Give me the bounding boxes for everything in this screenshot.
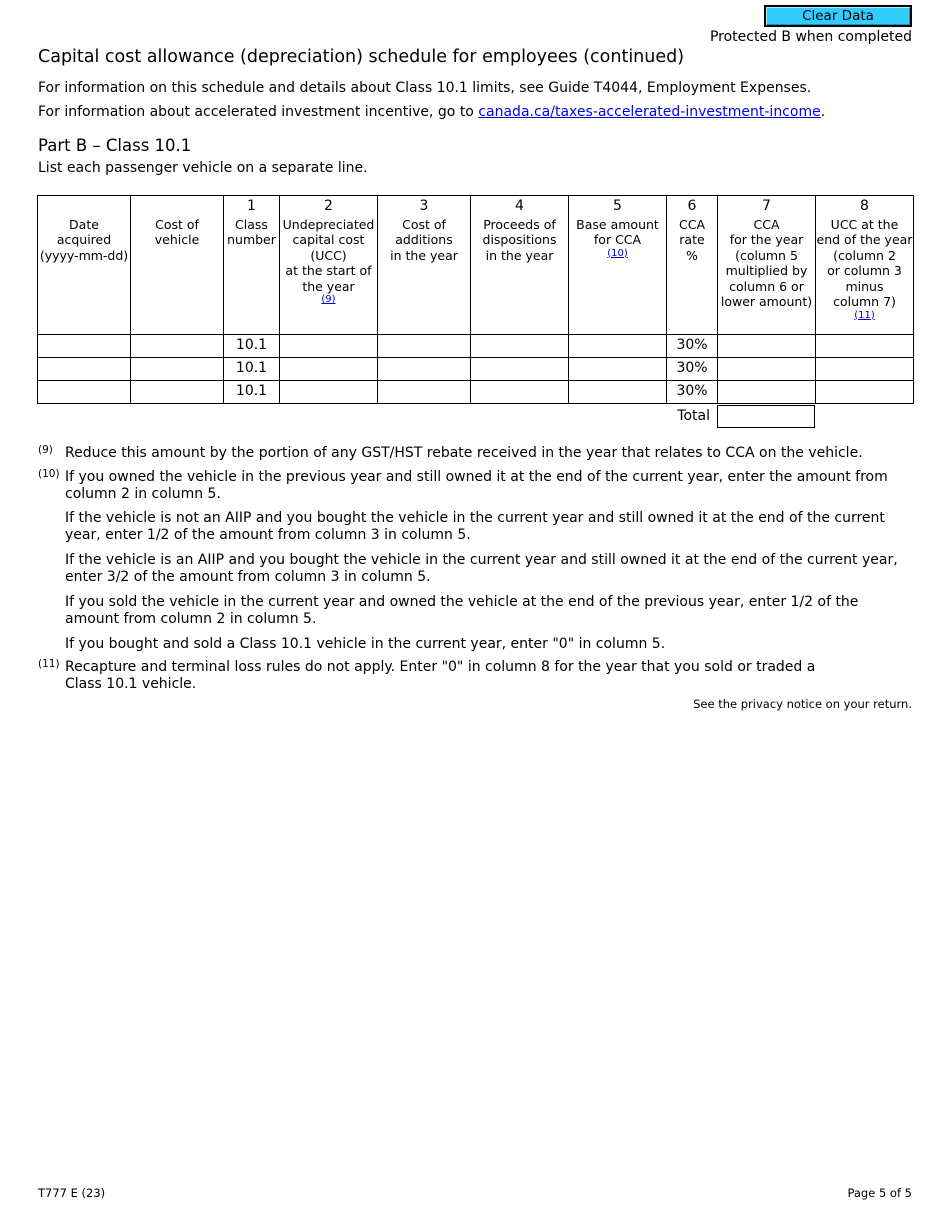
cca-rate: 30% <box>667 358 718 381</box>
class-number: 10.1 <box>224 335 280 358</box>
total-label: Total <box>677 408 710 424</box>
column-header-10 <box>816 196 914 335</box>
info-suffix: . <box>820 104 826 120</box>
column-header-9 <box>718 196 816 335</box>
base-amount-field[interactable] <box>569 358 667 381</box>
column-number: 4 <box>515 198 524 214</box>
note-9-number: (9) <box>38 444 53 456</box>
incentive-link[interactable]: canada.ca/taxes-accelerated-investment-income <box>478 104 821 120</box>
ucc-start-field[interactable] <box>280 358 378 381</box>
proceeds-field[interactable] <box>471 381 569 404</box>
column-number: 1 <box>247 198 256 214</box>
info-line-incentive <box>38 104 825 120</box>
column-label: Class number <box>227 216 276 247</box>
column-label: Undepreciated capital cost (UCC) at the start of the year <box>282 216 375 294</box>
ucc-start-field[interactable] <box>280 381 378 404</box>
table-row <box>38 358 914 381</box>
part-b-instruction: List each passenger vehicle on a separate line. <box>38 160 368 176</box>
column-label: Cost of vehicle <box>154 216 200 247</box>
note-11-number: (11) <box>38 658 60 670</box>
note-10-text-4: If you sold the vehicle in the current year and owned the vehicle at the end of the previous year, enter 1/2 of the amount from column 2 in column 5. <box>65 594 859 627</box>
column-header-4 <box>280 196 378 335</box>
part-b-title: Part B – Class 10.1 <box>38 136 192 155</box>
cca-year-field[interactable] <box>718 335 816 358</box>
cca-year-field[interactable] <box>718 381 816 404</box>
base-amount-field[interactable] <box>569 381 667 404</box>
cost-additions-field[interactable] <box>378 358 471 381</box>
column-header-1 <box>38 196 131 335</box>
column-header-6 <box>471 196 569 335</box>
date-acquired-field[interactable] <box>38 358 131 381</box>
column-label: Base amount for CCA <box>576 216 659 247</box>
table-row <box>38 381 914 404</box>
column-header-3 <box>224 196 280 335</box>
proceeds-field[interactable] <box>471 358 569 381</box>
cost-additions-field[interactable] <box>378 381 471 404</box>
column-number: 8 <box>860 198 869 214</box>
cca-rate: 30% <box>667 381 718 404</box>
base-amount-field[interactable] <box>569 335 667 358</box>
column-header-7 <box>569 196 667 335</box>
cost-of-vehicle-field[interactable] <box>131 358 224 381</box>
ucc-end-field[interactable] <box>816 335 914 358</box>
ucc-start-field[interactable] <box>280 335 378 358</box>
note-9-text: Reduce this amount by the portion of any GST/HST rebate received in the year that relates to CCA on the vehicle. <box>65 445 863 461</box>
note-11-text: Recapture and terminal loss rules do not apply. Enter "0" in column 8 for the year that you sold or traded a Class 10.1 vehicle. <box>65 659 816 692</box>
column-header-2 <box>131 196 224 335</box>
column-label: CCA for the year (column 5 multiplied by column 6 or lower amount) <box>720 216 813 309</box>
class-10-1-table <box>37 195 914 404</box>
column-number: 3 <box>419 198 429 214</box>
table-row <box>38 335 914 358</box>
column-label: UCC at the end of the year (column 2 or column 3 minus column 7) <box>816 216 913 309</box>
table-header-row <box>38 196 914 335</box>
column-number: 6 <box>687 198 697 214</box>
protected-label: Protected B when completed <box>709 29 912 45</box>
cca-year-field[interactable] <box>718 358 816 381</box>
column-number: 2 <box>324 198 333 214</box>
class-number: 10.1 <box>224 381 280 404</box>
ucc-end-field[interactable] <box>816 381 914 404</box>
cost-of-vehicle-field[interactable] <box>131 335 224 358</box>
column-header-8 <box>667 196 718 335</box>
date-acquired-field[interactable] <box>38 335 131 358</box>
form-code: T777 E (23) <box>38 1186 106 1200</box>
note-10-number: (10) <box>38 468 60 480</box>
proceeds-field[interactable] <box>471 335 569 358</box>
column-label: Proceeds of dispositions in the year <box>482 216 557 263</box>
footnote-ref[interactable]: (9) <box>321 294 336 305</box>
clear-data-button[interactable]: Clear Data <box>764 5 912 27</box>
cost-additions-field[interactable] <box>378 335 471 358</box>
info-prefix: For information about accelerated investment incentive, go to <box>38 104 479 120</box>
page-number: Page 5 of 5 <box>847 1186 912 1200</box>
column-header-5 <box>378 196 471 335</box>
note-10-text-2: If the vehicle is not an AIIP and you bought the vehicle in the current year and still owned it at the end of the current year, enter 1/2 of the amount from column 3 in column 5. <box>65 510 885 543</box>
total-cca-field[interactable] <box>717 405 815 428</box>
column-label: Cost of additions in the year <box>390 216 458 263</box>
column-number: 5 <box>613 198 622 214</box>
privacy-notice: See the privacy notice on your return. <box>693 697 912 711</box>
date-acquired-field[interactable] <box>38 381 131 404</box>
note-10-text-5: If you bought and sold a Class 10.1 vehicle in the current year, enter "0" in column 5. <box>65 636 666 652</box>
footnote-ref[interactable]: (10) <box>607 247 628 259</box>
cost-of-vehicle-field[interactable] <box>131 381 224 404</box>
note-10-text-3: If the vehicle is an AIIP and you bought the vehicle in the current year and still owned it at the end of the current year, enter 3/2 of the amount from column 3 in column 5. <box>65 552 898 585</box>
column-label: CCA rate % <box>678 216 705 263</box>
ucc-end-field[interactable] <box>816 358 914 381</box>
info-line-guide: For information on this schedule and details about Class 10.1 limits, see Guide T4044, Employment Expenses. <box>38 80 812 96</box>
column-label: Date acquired (yyyy-mm-dd) <box>39 216 129 263</box>
footnote-ref[interactable]: (11) <box>854 309 875 321</box>
note-10-text-1: If you owned the vehicle in the previous year and still owned it at the end of the current year, enter the amount from column 2 in column 5. <box>65 469 888 502</box>
page-title: Capital cost allowance (depreciation) schedule for employees (continued) <box>38 47 685 67</box>
class-number: 10.1 <box>224 358 280 381</box>
cca-rate: 30% <box>667 335 718 358</box>
column-number: 7 <box>762 198 771 214</box>
